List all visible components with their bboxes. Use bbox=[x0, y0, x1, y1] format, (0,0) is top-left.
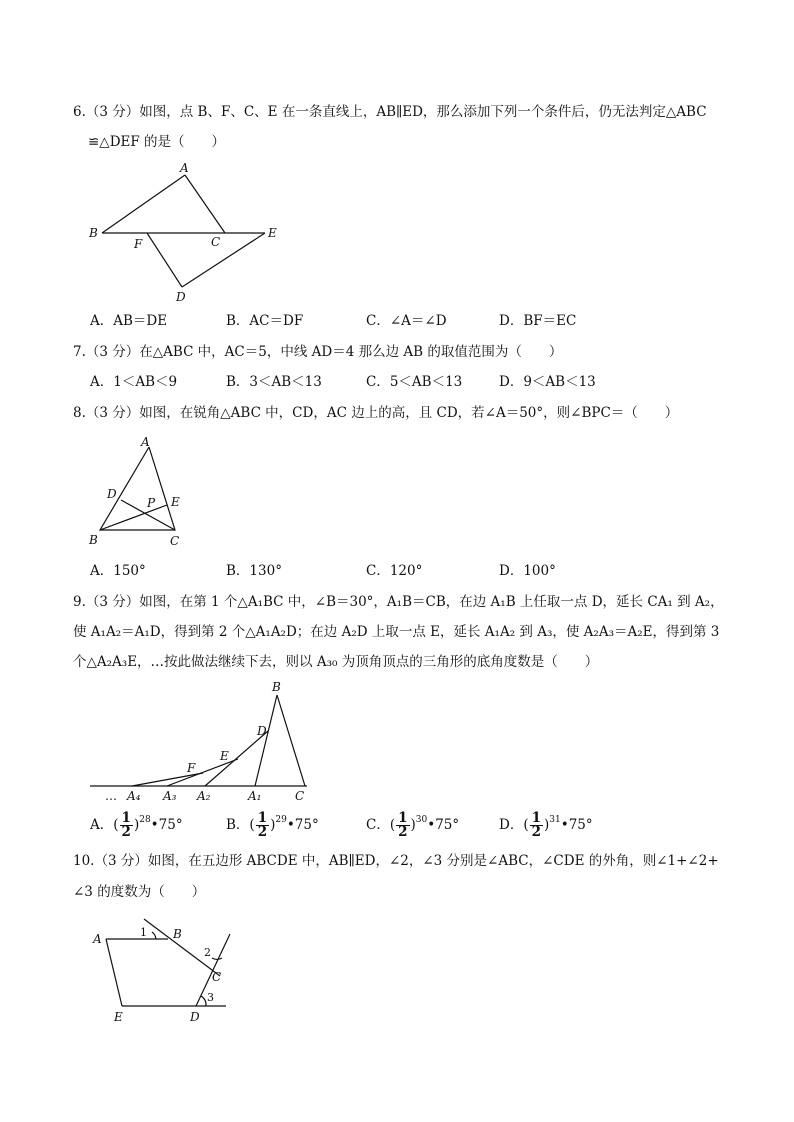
q10-label-1: 1 bbox=[140, 926, 147, 939]
q9-label-A2: A₂ bbox=[197, 789, 211, 803]
q9-seg-BC bbox=[277, 695, 305, 786]
q8-text-line1: 8.（3 分）如图，在锐角△ABC 中，CD，AC 边上的高，且 CD，若∠A＝50°，则∠BPC＝（ ） bbox=[73, 405, 679, 421]
q6-option-d: D．BF＝EC bbox=[499, 313, 577, 329]
q10-angle-2-arc bbox=[212, 958, 222, 959]
q7-option-b: B．3＜AB＜13 bbox=[226, 374, 322, 390]
q7-option-a: A．1＜AB＜9 bbox=[90, 374, 178, 390]
q9-label-A4: A₄ bbox=[127, 789, 141, 803]
q8-option-d: D．100° bbox=[499, 563, 556, 579]
q8-option-c: C．120° bbox=[366, 563, 423, 579]
q10-label-E: E bbox=[114, 1010, 123, 1024]
q8-label-C: C bbox=[170, 534, 180, 548]
q9-text-line1: 9.（3 分）如图，在第 1 个△A₁BC 中，∠B＝30°，A₁B＝CB，在边 A₁B 上任取一点 D，延长 CA₁ 到 A₂， bbox=[73, 594, 724, 610]
q9-seg-A2D bbox=[205, 731, 268, 786]
q9-option-d: D．( $\frac{1}{2}$ )$^{31}$•75° bbox=[499, 810, 593, 840]
q9-text-line3: 个△A₂A₃E，…按此做法继续下去，则以 A₃₀ 为顶角顶点的三角形的底角度数是（ ） bbox=[73, 654, 599, 670]
q10-label-D: D bbox=[190, 1010, 200, 1024]
q10-label-2: 2 bbox=[204, 946, 211, 959]
q6-seg-AC bbox=[185, 175, 225, 233]
q10-angle-3-arc bbox=[201, 996, 206, 1006]
q6-figure bbox=[85, 160, 295, 305]
q10-angle-1-arc bbox=[152, 932, 156, 939]
q9-option-b: B．( $\frac{1}{2}$ )$^{29}$•75° bbox=[226, 810, 319, 840]
q6-label-B: B bbox=[89, 226, 98, 240]
q8-seg-BE bbox=[100, 505, 167, 530]
q9-label-A1: A₁ bbox=[248, 789, 262, 803]
q6-seg-AB bbox=[102, 175, 185, 233]
q8-label-P: P bbox=[147, 496, 156, 510]
q8-label-B: B bbox=[89, 533, 98, 547]
q8-label-E: E bbox=[171, 495, 180, 509]
q9-label-F: F bbox=[187, 761, 196, 775]
q6-label-E: E bbox=[268, 226, 277, 240]
q6-text-line2: ≌△DEF 的是（ ） bbox=[88, 134, 226, 150]
q8-option-a: A．150° bbox=[90, 563, 146, 579]
q6-seg-DE bbox=[182, 233, 265, 287]
q10-text-line2: ∠3 的度数为（ ） bbox=[73, 884, 206, 900]
q6-option-b: B．AC＝DF bbox=[226, 313, 304, 329]
q9-label-C: C bbox=[295, 789, 305, 803]
q8-figure bbox=[85, 432, 195, 552]
q9-option-c: C．( $\frac{1}{2}$ )$^{30}$•75° bbox=[366, 810, 460, 840]
q6-option-a: A．AB＝DE bbox=[90, 313, 168, 329]
q9-label-E: E bbox=[220, 749, 229, 763]
q10-seg-AE bbox=[106, 939, 122, 1006]
q7-option-c: C．5＜AB＜13 bbox=[366, 374, 463, 390]
q9-label-B: B bbox=[272, 680, 281, 694]
q6-label-D: D bbox=[176, 290, 186, 304]
q10-figure bbox=[88, 912, 248, 1027]
q8-label-A: A bbox=[141, 435, 150, 449]
q10-label-C: C bbox=[212, 970, 222, 984]
q9-option-a: A．( $\frac{1}{2}$ )$^{28}$•75° bbox=[90, 810, 183, 840]
q7-option-d: D．9＜AB＜13 bbox=[499, 374, 596, 390]
q6-label-F: F bbox=[134, 237, 143, 251]
q6-text-line1: 6.（3 分）如图，点 B、F、C、E 在一条直线上，AB∥ED，那么添加下列一个条件后，仍无法判定△ABC bbox=[73, 104, 707, 120]
q10-label-A: A bbox=[93, 932, 102, 946]
q10-label-B: B bbox=[173, 927, 182, 941]
q9-seg-BA1 bbox=[255, 695, 277, 786]
q9-figure bbox=[85, 680, 325, 805]
q6-label-A: A bbox=[180, 161, 189, 175]
q9-label-dots: … bbox=[105, 789, 117, 803]
q6-label-C: C bbox=[211, 235, 221, 249]
q9-text-line2: 使 A₁A₂＝A₁D，得到第 2 个△A₁A₂D；在边 A₂D 上取一点 E，延长 A₁A₂ 到 A₃，使 A₂A₃＝A₂E，得到第 3 bbox=[73, 624, 720, 640]
q10-text-line1: 10.（3 分）如图，在五边形 ABCDE 中，AB∥ED，∠2，∠3 分别是∠ABC，∠CDE 的外角，则∠1+∠2+ bbox=[73, 853, 719, 869]
q8-option-b: B．130° bbox=[226, 563, 282, 579]
q7-text-line1: 7.（3 分）在△ABC 中，AC＝5，中线 AD＝4 那么边 AB 的取值范围为（ ） bbox=[73, 344, 563, 360]
q8-label-D: D bbox=[107, 487, 117, 501]
q6-option-c: C．∠A＝∠D bbox=[366, 313, 447, 329]
q10-label-3: 3 bbox=[207, 991, 214, 1004]
q9-label-D: D bbox=[257, 724, 267, 738]
q6-seg-FD bbox=[147, 233, 182, 287]
q9-label-A3: A₃ bbox=[163, 789, 177, 803]
